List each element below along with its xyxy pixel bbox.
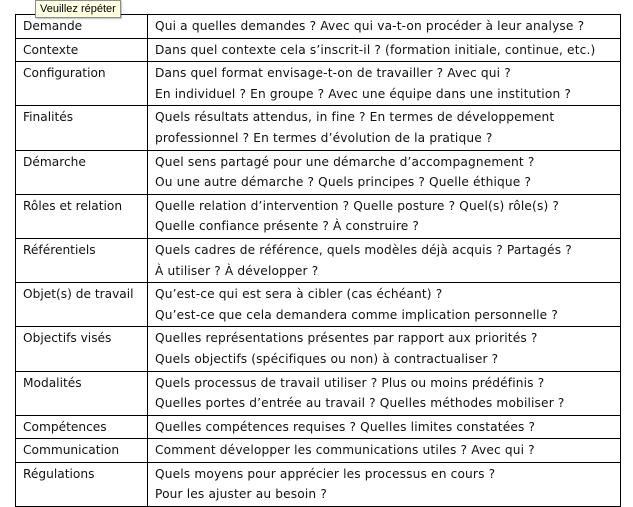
description-line: professionnel ? En termes d’évolution de la pratique ? [155,130,493,145]
row-label: Demande [16,15,148,39]
description-line: Dans quel format envisage-t-on de travailler ? Avec qui ? [155,66,511,81]
description-line: Ou une autre démarche ? Quels principes ? Quelle éthique ? [155,175,532,190]
table-row [16,15,621,39]
description-line: Pour les ajuster au besoin ? [155,487,327,502]
row-description [148,327,621,371]
description-line: Quels cadres de référence, quels modèles déjà acquis ? Partagés ? [155,242,572,257]
table-row [16,439,621,463]
questions-table-body [16,15,621,507]
description-line: Quel sens partagé pour une démarche d’accompagnement ? [155,154,535,169]
row-label: Régulations [16,462,148,506]
table-row [16,327,621,371]
table-row [16,62,621,106]
questions-table [15,14,621,507]
description-line: Quels moyens pour apprécier les processus en cours ? [155,466,496,481]
description-line: Quels résultats attendus, in fine ? En termes de développement [155,110,555,125]
description-line: À utiliser ? À développer ? [155,263,319,278]
row-label: Communication [16,439,148,463]
row-description [148,15,621,39]
row-description [148,194,621,238]
row-description [148,38,621,62]
row-label: Référentiels [16,238,148,282]
description-line: Quelle confiance présente ? À construire ? [155,219,420,234]
table-row [16,415,621,439]
table-row [16,194,621,238]
row-label: Contexte [16,38,148,62]
tooltip: Veuillez répéter [35,0,121,18]
table-row [16,462,621,506]
description-line: Quelle relation d’intervention ? Quelle posture ? Quel(s) rôle(s) ? [155,198,560,213]
table-row [16,38,621,62]
description-line: Quelles portes d’entrée au travail ? Quelles méthodes mobiliser ? [155,396,565,411]
row-description [148,238,621,282]
table-row [16,283,621,327]
table-row [16,150,621,194]
row-label: Démarche [16,150,148,194]
row-label: Objet(s) de travail [16,283,148,327]
row-description [148,283,621,327]
row-label: Compétences [16,415,148,439]
row-description [148,62,621,106]
description-line: Quelles compétences requises ? Quelles limites constatées ? [155,419,536,434]
row-label: Objectifs visés [16,327,148,371]
table-row [16,238,621,282]
table-row [16,106,621,150]
description-line: Quelles représentations présentes par rapport aux priorités ? [155,331,538,346]
description-line: Quels objectifs (spécifiques ou non) à contractualiser ? [155,351,499,366]
row-label: Modalités [16,371,148,415]
description-line: Qu’est-ce qui est sera à cibler (cas échéant) ? [155,287,443,302]
description-line: Dans quel contexte cela s’inscrit-il ? (formation initiale, continue, etc.) [155,42,596,57]
description-line: Comment développer les communications utiles ? Avec qui ? [155,443,535,458]
row-label: Configuration [16,62,148,106]
description-line: Qui a quelles demandes ? Avec qui va-t-on procéder à leur analyse ? [155,19,585,33]
row-description [148,106,621,150]
description-line: Qu’est-ce que cela demandera comme implication personnelle ? [155,307,558,322]
row-description [148,415,621,439]
row-description [148,150,621,194]
description-line: En individuel ? En groupe ? Avec une équipe dans une institution ? [155,86,571,101]
row-label: Finalités [16,106,148,150]
row-description [148,462,621,506]
row-label: Rôles et relation [16,194,148,238]
row-description [148,371,621,415]
row-description [148,439,621,463]
description-line: Quels processus de travail utiliser ? Plus ou moins prédéfinis ? [155,375,545,390]
table-row [16,371,621,415]
